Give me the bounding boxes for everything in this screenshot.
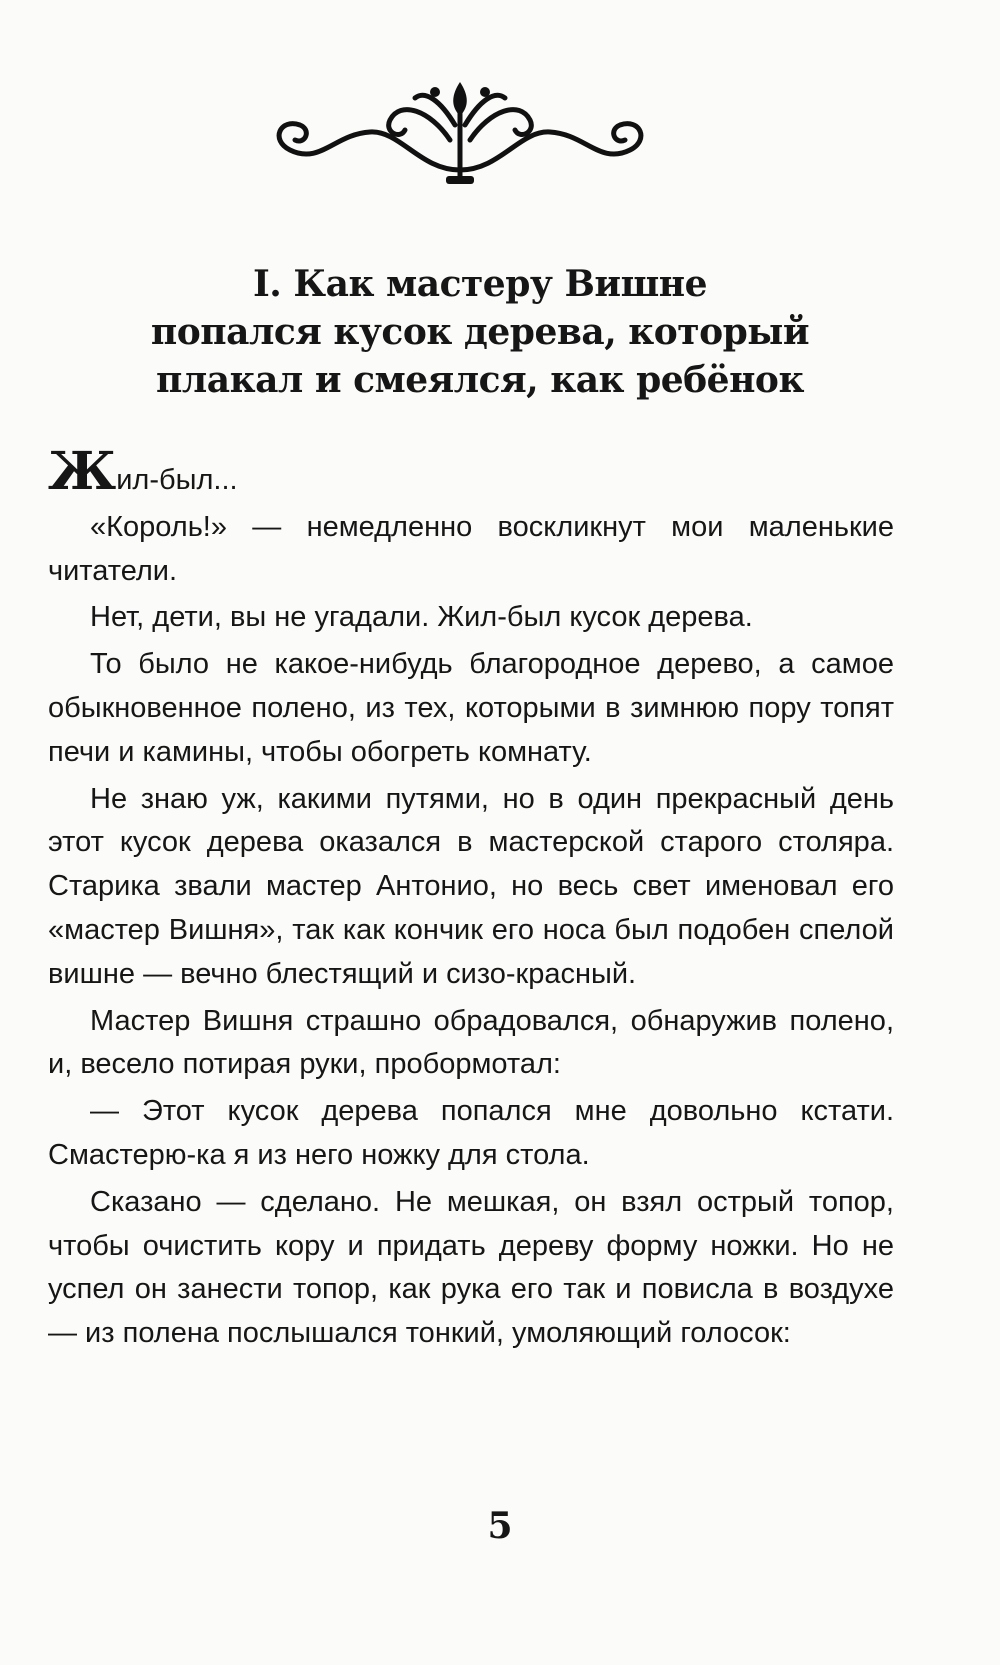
body-text [48, 441, 894, 1359]
paragraph: «Король!» — немедленно воскликнут мои маленькие читатели. [48, 510, 894, 587]
opening-paragraph [48, 441, 894, 503]
fleuron-ornament-icon [250, 70, 670, 190]
paragraph: Не знаю уж, какими путями, но в один прекрасный день этот кусок дерева оказался в мастерской старого столяра. Старика звали мастер Антонио, но весь свет именовал его «мастер Вишня», так как кончик его носа был подобен спелой вишне — вечно блестящий и сизо-красный. [48, 782, 894, 990]
opening-text: ил-был... [116, 464, 238, 496]
chapter-title-line: I. Как мастеру Вишне [252, 263, 708, 305]
drop-cap: Ж [48, 441, 117, 502]
paragraph: — Этот кусок дерева попался мне довольно кстати. Смастерю-ка я из него ножку для стола. [48, 1095, 894, 1171]
paragraph: Нет, дети, вы не угадали. Жил-был кусок дерева. [90, 601, 753, 634]
chapter-title-line: плакал и смеялся, как ребёнок [156, 359, 804, 401]
chapter-title-line: попался кусок дерева, который [150, 311, 810, 353]
paragraph: Мастер Вишня страшно обрадовался, обнаружив полено, и, весело потирая руки, пробормотал: [48, 1004, 894, 1081]
page-number: 5 [487, 1505, 513, 1547]
chapter-title [80, 260, 880, 404]
paragraph: То было не какое-нибудь благородное дерево, а самое обыкновенное полено, из тех, которыми в зимнюю пору топят печи и камины, чтобы обогреть комнату. [48, 648, 894, 768]
paragraph: Сказано — сделано. Не мешкая, он взял острый топор, чтобы очистить кору и придать дереву форму ножки. Но не успел он занести топор, как рука его так и повисла в воздухе — из полена послышался тонкий, умоляющий голосок: [48, 1185, 894, 1350]
